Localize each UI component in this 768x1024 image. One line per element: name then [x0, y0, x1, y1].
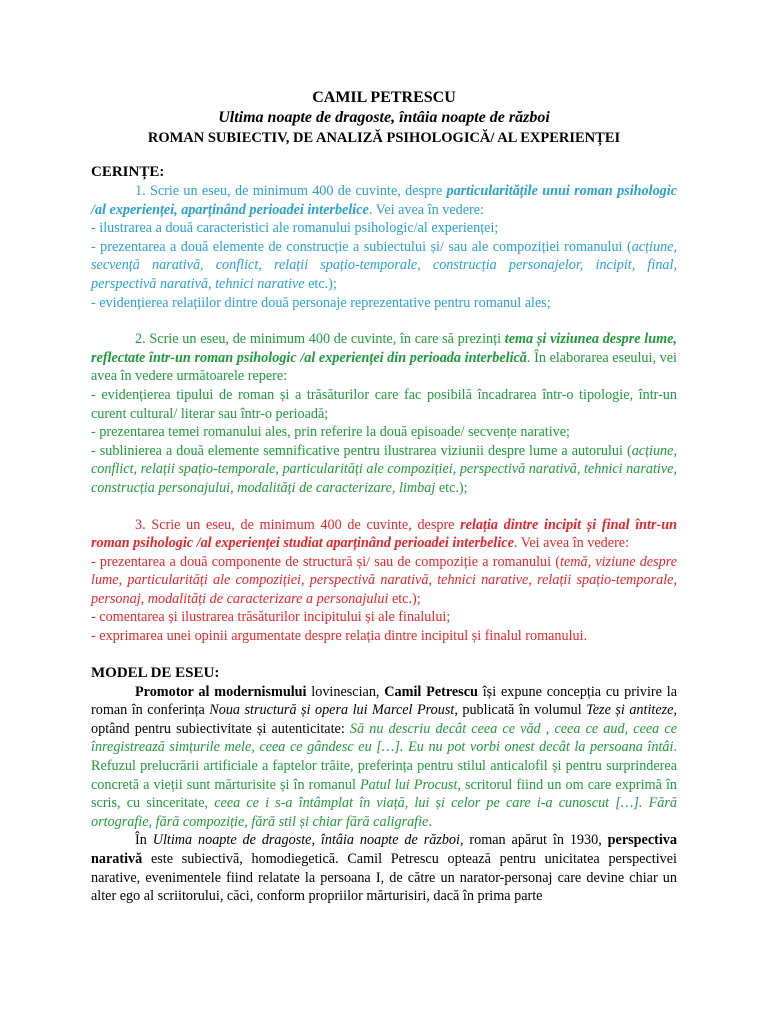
p1-green-2: , scritorul fiind un om care exprimă în scris, cu sinceritate, — [91, 776, 677, 812]
requirements-heading: CERINȚE: — [91, 164, 165, 180]
p2-italic-1: Ultima noapte de dragoste, întâia noapte de război — [152, 832, 460, 849]
requirement-1 — [91, 182, 677, 312]
genre-title: ROMAN SUBIECTIV, DE ANALIZĂ PSIHOLOGICĂ/ AL EXPERIENȚEI — [147, 130, 621, 146]
p2-text-2: , roman apărut în 1930, — [459, 832, 608, 849]
model-heading: MODEL DE ESEU: — [91, 664, 220, 681]
req1-intro: 1. Scrie un eseu, de minimum 400 de cuvinte, despre — [135, 183, 447, 199]
req1-item-3: - evidențierea relațiilor dintre două personaje reprezentative pentru romanul ales; — [91, 294, 551, 311]
req1-item-1: - ilustrarea a două caracteristici ale romanului psihologic/al experienței; — [91, 220, 499, 237]
p1-italic-1: Noua structură și opera lui Marcel Proust — [209, 702, 455, 719]
req3-paren-close: etc.); — [388, 590, 421, 607]
p1-quote-1: Să nu descriu decât ceea ce văd , ceea ce aud, ceea ce înregistrează simțurile mele, ceea ce gândesc eu […]. Eu nu pot vorbi onest decât la persoana întâi — [91, 720, 677, 756]
req2-highlight: tema și viziunea despre lume, reflectate într-un roman psihologic /al experienței din perioada interbelică — [91, 331, 677, 366]
req3-item-2: - comentarea și ilustrarea trăsăturilor incipitului și ale finalului; — [91, 609, 451, 626]
p1-green-3: . — [428, 813, 432, 830]
p1-bold-2: Camil Petrescu — [384, 683, 478, 700]
req2-paren-open: ( — [626, 442, 632, 459]
document-content — [91, 88, 677, 906]
p1-quote-2: Patul lui Procust — [359, 776, 458, 793]
req1-paren-text: acțiune, secvență narativă, conflict, relații spațio-temporale, construcția personajelor, incipit, final, perspectivă narativă, tehnici narative — [91, 238, 678, 292]
req3-item-1: - prezentarea a două componente de structură și/ sau de compoziție a romanului — [91, 553, 552, 570]
req2-paren-text: acțiune, conflict, relații spațio-temporale, particularități ale compoziției, perspectivă narativă, tehnici narative, construcția personajului, modalități de caracterizare, limbaj — [91, 442, 677, 496]
req1-after: . Vei avea în vedere: — [368, 201, 484, 218]
req3-after: . Vei avea în vedere: — [513, 535, 630, 552]
req2-item-2: - prezentarea temei romanului ales, prin referire la două episoade/ secvențe narative; — [91, 424, 570, 441]
req1-item-2: - prezentarea a două elemente de construcție a subiectului și/ sau ale compoziției romanului — [91, 238, 623, 255]
p2-text-1: În — [135, 832, 153, 849]
p2-bold-1: perspectiva narativă — [91, 832, 677, 867]
req1-paren-close: etc.); — [304, 275, 337, 292]
req1-paren-open: ( — [626, 238, 632, 255]
req2-paren-close: etc.); — [435, 479, 468, 496]
model-essay — [91, 683, 677, 906]
p1-text-4: , optând pentru subiectivitate și autenticitate: — [91, 702, 677, 737]
requirement-2 — [91, 330, 677, 497]
p1-italic-2: Teze și antiteze — [586, 702, 674, 719]
req2-item-1: - evidențierea tipului de roman și a trăsăturilor care fac posibilă încadrarea într-o tipologie, într-un curent cultural/ literar sau într-o perioadă; — [91, 386, 677, 422]
req3-intro: 3. Scrie un eseu, de minimum 400 de cuvinte, despre — [135, 516, 461, 533]
req1-highlight: particularitățile unui roman psihologic /al experienței, aparținând perioadei interbelice — [91, 183, 678, 218]
req2-after: . În elaborarea eseului, vei avea în vedere următoarele repere: — [91, 349, 678, 385]
requirement-3 — [91, 516, 677, 646]
req2-intro: 2. Scrie un eseu, de minimum 400 de cuvinte, în care să prezinți — [135, 331, 505, 348]
p1-bold-1: Promotor al modernismului — [135, 683, 307, 700]
p1-text-2: își expune concepția cu privire la roman în conferința — [91, 683, 677, 719]
req3-item-3: - exprimarea unei opinii argumentate despre relația dintre incipitul și finalul romanului. — [91, 628, 588, 645]
req3-highlight: relația dintre incipit și final într-un roman psihologic /al experienței studiat aparținând perioadei interbelice — [91, 516, 677, 552]
p2-text-3: este subiectivă, homodiegetică. Camil Petrescu optează pentru unicitatea perspectivei narative, evenimentele fiind relatate la persoana I, de către un narator-personaj care devine chiar un alter ego al scriitorului, căci, conform propriilor mărturisiri, dacă în prima parte — [91, 851, 677, 905]
req2-item-3: - sublinierea a două elemente semnificative pentru ilustrarea viziunii despre lume a autorului — [91, 442, 623, 459]
p1-text-3: , publicată în volumul — [454, 702, 587, 719]
model-paragraph-1 — [91, 683, 677, 832]
work-title: Ultima noapte de dragoste, întâia noapte de război — [218, 109, 550, 126]
author-title: CAMIL PETRESCU — [312, 89, 456, 106]
p1-green-1: . Refuzul prelucrării artificiale a faptelor trăite, preferința pentru stilul anticalofil și pentru surprinderea concretă a vieții sunt mărturisite și în romanul — [91, 739, 677, 793]
req3-paren-text: temă, viziune despre lume, particularități ale compoziției, perspectivă narativă, tehnici narative, relații spațio-temporale, personaj, modalități de caracterizare a personajului — [91, 553, 678, 607]
p1-quote-3: ceea ce i s-a întâmplat în viață, lui și celor pe care i-a cunoscut […]. Fără ortografie, fără compoziție, fără stil și chiar fără caligrafie — [91, 795, 677, 830]
model-paragraph-2 — [91, 831, 677, 905]
p1-text-1: lovinescian, — [306, 683, 385, 700]
req3-paren-open: ( — [555, 553, 560, 570]
